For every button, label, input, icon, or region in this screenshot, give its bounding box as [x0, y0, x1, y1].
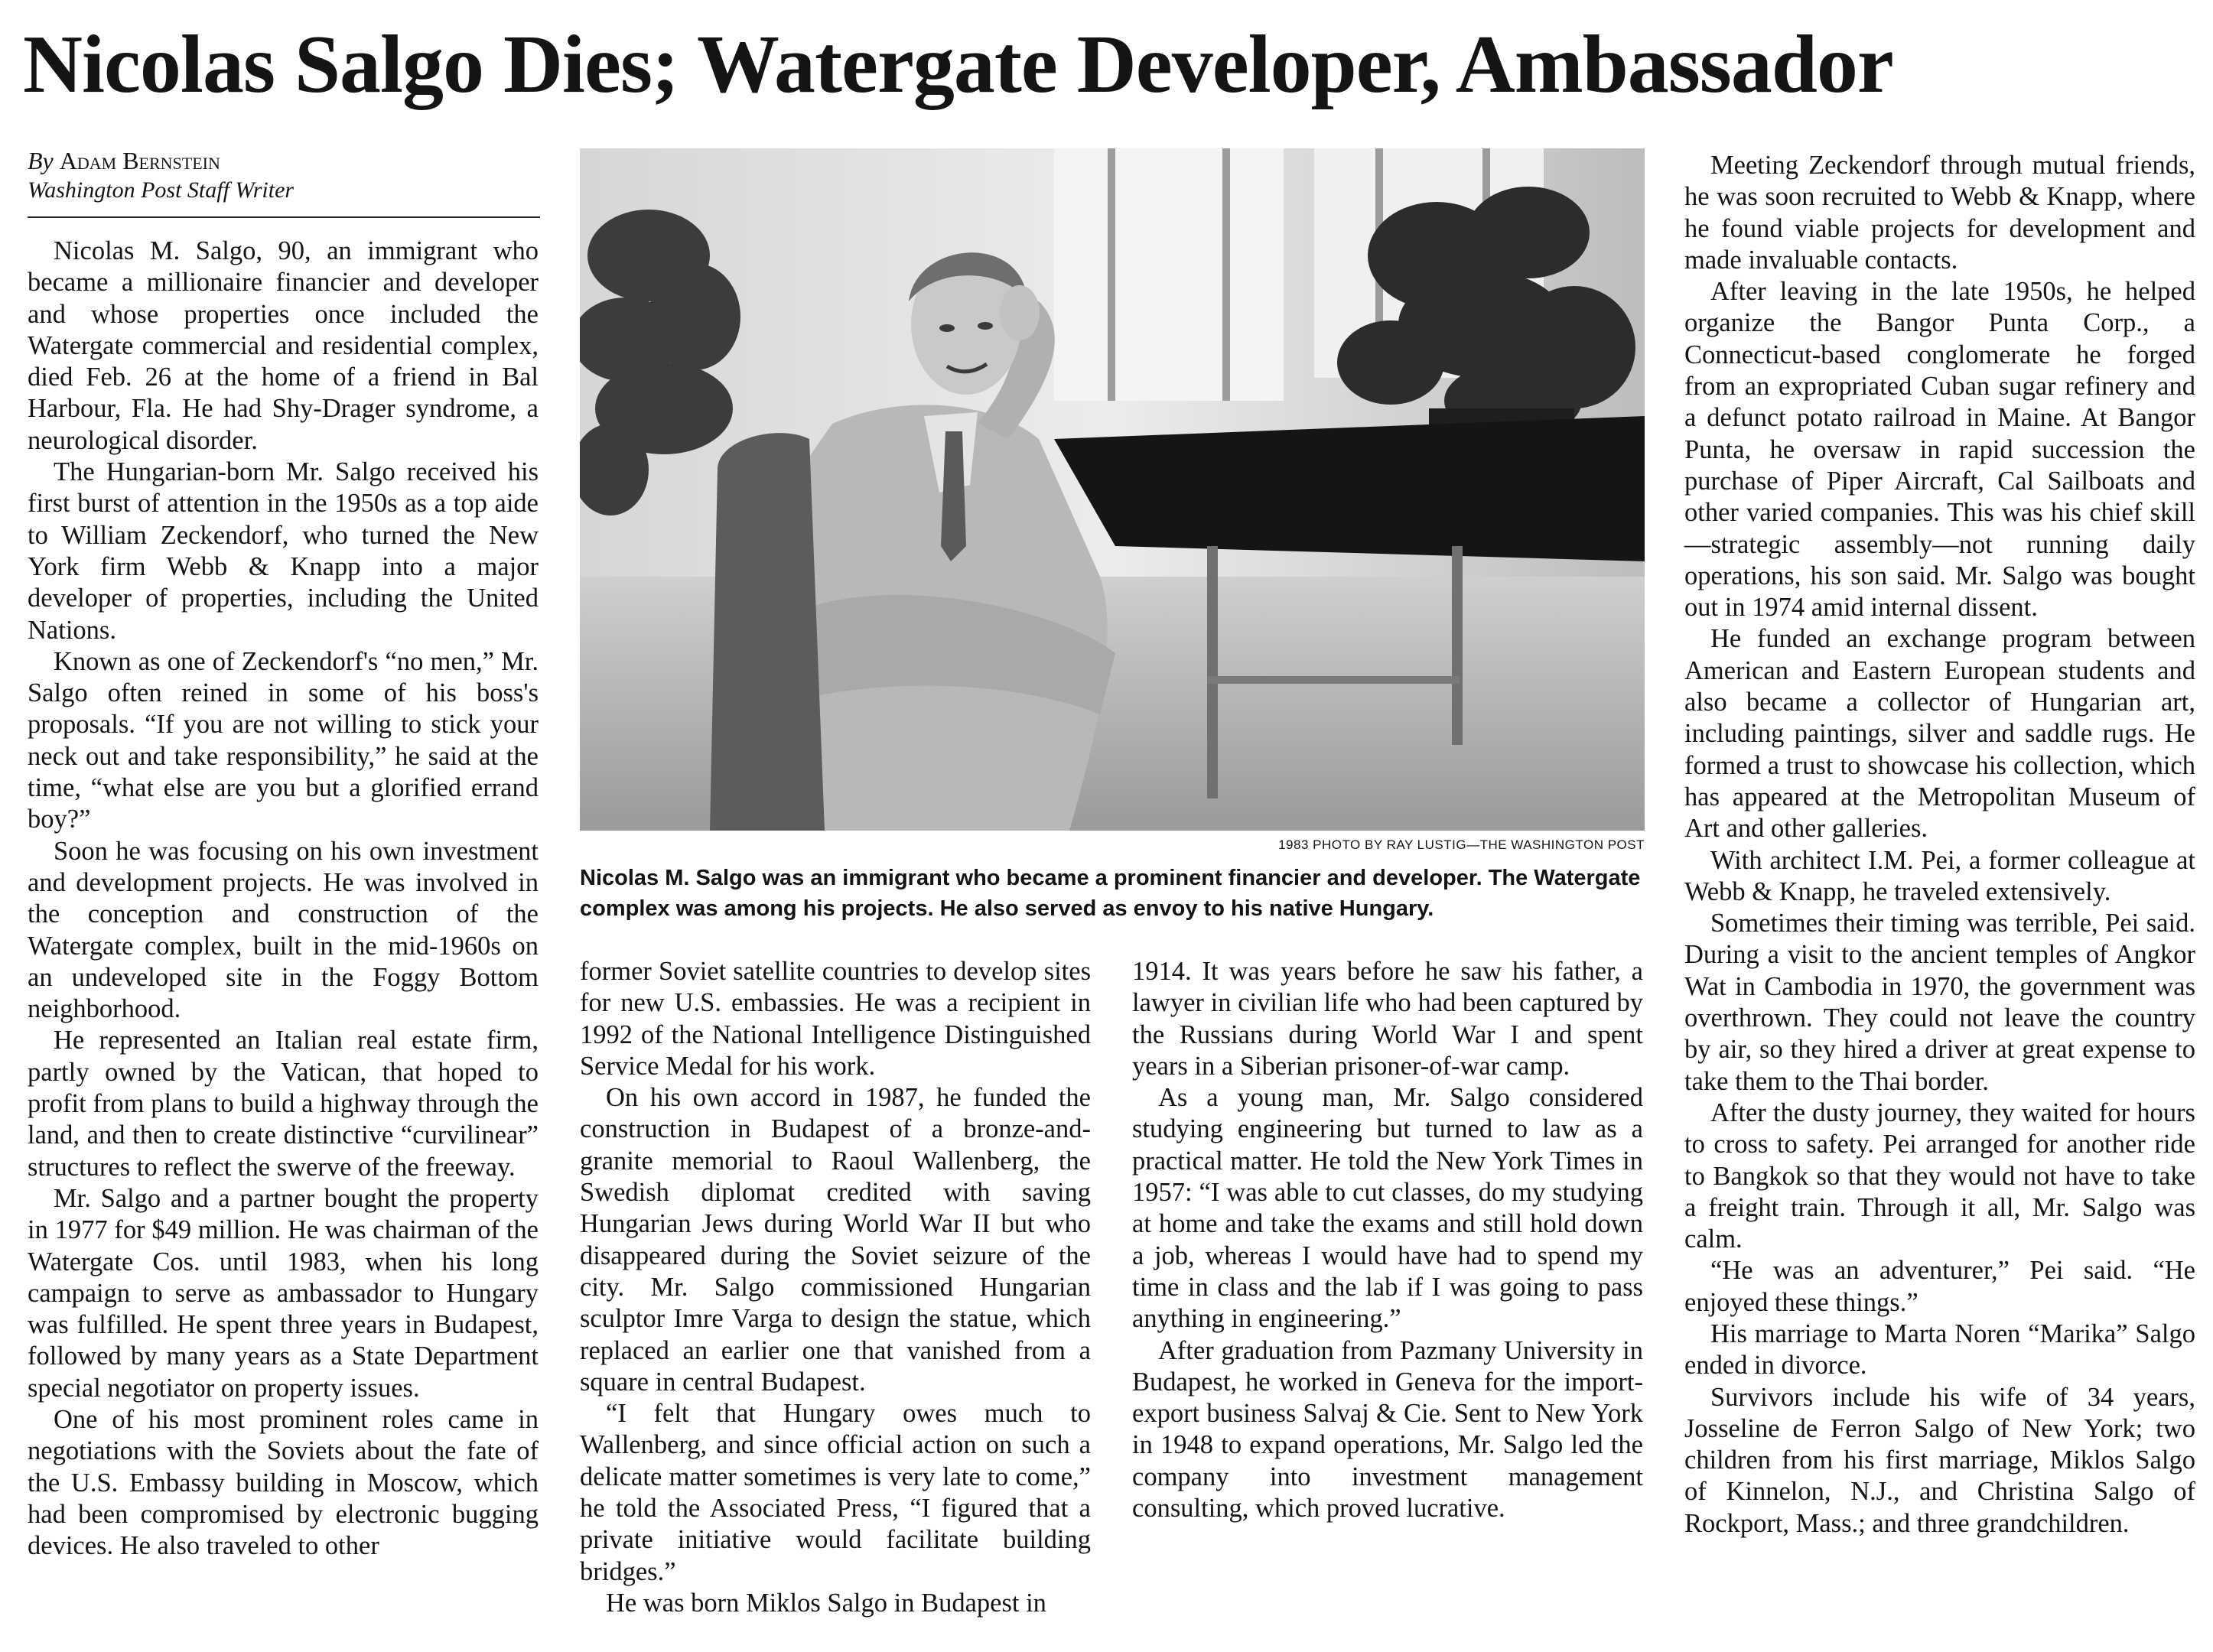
- paragraph: After leaving in the late 1950s, he helped organize the Bangor Punta Corp., a Connecticut-based conglomerate he forged from an expropriated Cuban sugar refinery and a defunct potato railroad in Maine. At Bangor Punta, he oversaw in rapid succession the purchase of Piper Aircraft, Cal Sailboats and other varied companies. This was his chief skill—strategic assembly—not running daily operations, his son said. Mr. Salgo was bought out in 1974 amid internal dissent.: [1684, 277, 2195, 623]
- article-column-2: [580, 956, 1091, 1619]
- paragraph: His marriage to Marta Noren “Marika” Salgo ended in divorce.: [1684, 1319, 2195, 1380]
- paragraph: After the dusty journey, they waited for hours to cross to safety. Pei arranged for another ride to Bangkok so that they would not have to take a freight train. Through it all, Mr. Salgo was calm.: [1684, 1098, 2195, 1254]
- paragraph: Meeting Zeckendorf through mutual friends, he was soon recruited to Webb & Knapp, where he found viable projects for development and made invaluable contacts.: [1684, 151, 2195, 275]
- byline: [28, 145, 540, 205]
- paragraph: After graduation from Pazmany University in Budapest, he worked in Geneva for the import-export business Salvaj & Cie. Sent to New York in 1948 to expand operations, Mr. Salgo led the company into investment management consulting, which proved lucrative.: [1132, 1335, 1643, 1524]
- article-column-1: [28, 236, 539, 1562]
- photo-caption: Nicolas M. Salgo was an immigrant who became a prominent financier and developer. The Watergate complex was among his projects. He also served as envoy to his native Hungary.: [580, 866, 1641, 921]
- paragraph: The Hungarian-born Mr. Salgo received his first burst of attention in the 1950s as a top aide to William Zeckendorf, who turned the New York firm Webb & Knapp into a major developer of properties, including the United Nations.: [28, 457, 539, 645]
- paragraph: Soon he was focusing on his own investment and development projects. He was involved in the conception and construction of the Watergate complex, built in the mid-1960s on an undeveloped site in the Foggy Bottom neighborhood.: [28, 836, 539, 1024]
- paragraph: “He was an adventurer,” Pei said. “He enjoyed these things.”: [1684, 1256, 2195, 1317]
- paragraph: Survivors include his wife of 34 years, Josseline de Ferron Salgo of New York; two children from his first marriage, Miklos Salgo of Kinnelon, N.J., and Christina Salgo of Rockport, Mass.; and three grandchildren.: [1684, 1382, 2195, 1538]
- paragraph: former Soviet satellite countries to develop sites for new U.S. embassies. He was a recipient in 1992 of the National Intelligence Distinguished Service Medal for his work.: [580, 957, 1091, 1081]
- article-column-4: [1684, 150, 2195, 1540]
- paragraph: Mr. Salgo and a partner bought the property in 1977 for $49 million. He was chairman of the Watergate Cos. until 1983, when his long campaign to serve as ambassador to Hungary was fulfilled. He spent three years in Budapest, followed by many years as a State Department special negotiator on property issues.: [28, 1183, 539, 1403]
- paragraph: 1914. It was years before he saw his father, a lawyer in civilian life who had been captured by the Russians during World War I and spent years in a Siberian prisoner-of-war camp.: [1132, 957, 1643, 1081]
- paragraph: “I felt that Hungary owes much to Wallenberg, and since official action on such a delicate matter sometimes is very late to come,” he told the Associated Press, “I figured that a private initiative would facilitate building bridges.”: [580, 1399, 1091, 1586]
- paragraph: He funded an exchange program between American and Eastern European students and also became a collector of Hungarian art, including paintings, silver and saddle rugs. He formed a trust to showcase his collection, which has appeared at the Metropolitan Museum of Art and other galleries.: [1684, 624, 2195, 844]
- byline-rule: [28, 216, 540, 218]
- byline-author: Adam Bernstein: [59, 147, 220, 174]
- paragraph: One of his most prominent roles came in negotiations with the Soviets about the fate of the U.S. Embassy building in Moscow, which had been compromised by electronic bugging devices. He also traveled to other: [28, 1404, 539, 1561]
- photo-nicolas-salgo: [580, 148, 1645, 831]
- paragraph: Nicolas M. Salgo, 90, an immigrant who became a millionaire financier and developer and whose properties once included the Watergate commercial and residential complex, died Feb. 26 at the home of a friend in Bal Harbour, Fla. He had Shy-Drager syndrome, a neurological disorder.: [28, 236, 539, 455]
- paragraph: Known as one of Zeckendorf's “no men,” Mr. Salgo often reined in some of his boss's proposals. “If you are not willing to stick your neck out and take responsibility,” he said at the time, “what else are you but a glorified errand boy?”: [28, 646, 539, 834]
- paragraph: He was born Miklos Salgo in Budapest in: [606, 1588, 1046, 1618]
- paragraph: On his own accord in 1987, he funded the construction in Budapest of a bronze-and-granite memorial to Raoul Wallenberg, the Swedish diplomat credited with saving Hungarian Jews during World War II but who disappeared during the Soviet seizure of the city. Mr. Salgo commissioned Hungarian sculptor Imre Varga to design the statue, which replaced an earlier one that vanished from a square in central Budapest.: [580, 1083, 1091, 1397]
- headline: Nicolas Salgo Dies; Watergate Developer, Ambassador: [23, 19, 1893, 110]
- paragraph: Sometimes their timing was terrible, Pei said. During a visit to the ancient temples of Angkor Wat in Cambodia in 1970, the government was overthrown. They could not leave the country by air, so they hired a driver at great expense to take them to the Thai border.: [1684, 909, 2195, 1096]
- byline-affiliation: Washington Post Staff Writer: [28, 177, 295, 203]
- byline-by: By: [28, 147, 54, 174]
- paragraph: He represented an Italian real estate firm, partly owned by the Vatican, that hoped to profit from plans to build a highway through the land, and then to create distinctive “curvilinear” structures to reflect the swerve of the freeway.: [28, 1026, 539, 1182]
- article-column-3: [1132, 956, 1643, 1524]
- paragraph: With architect I.M. Pei, a former colleague at Webb & Knapp, he traveled extensively.: [1684, 845, 2195, 906]
- photo-credit: 1983 PHOTO BY RAY LUSTIG—THE WASHINGTON POST: [1278, 837, 1645, 852]
- paragraph: As a young man, Mr. Salgo considered studying engineering but turned to law as a practical matter. He told the New York Times in 1957: “I was able to cut classes, do my studying at home and take the exams and still hold down a job, whereas I would have had to spend my time in class and the lab if I was going to pass anything in engineering.”: [1132, 1083, 1643, 1334]
